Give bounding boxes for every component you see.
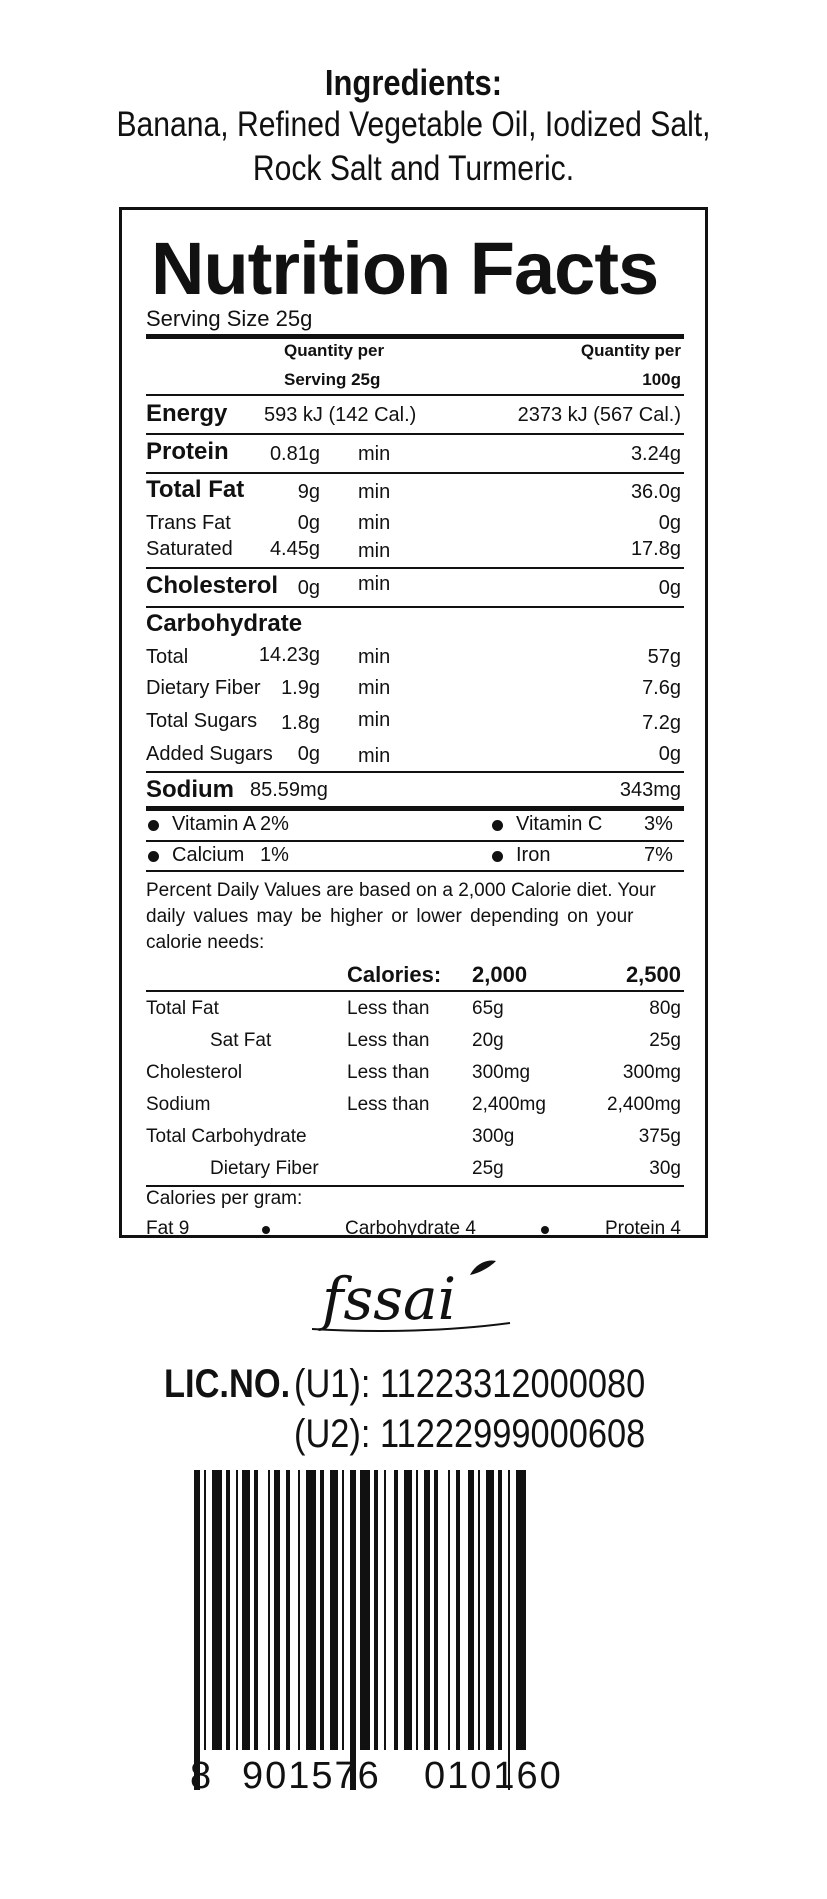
ingredients-title: Ingredients: (324, 62, 503, 103)
added-sugars-min: min (358, 745, 391, 767)
dv-note-line-2: daily values may be higher or lower depending on your (146, 906, 634, 927)
bullet-icon (148, 820, 159, 831)
calories-per-gram: Calories per gram: (146, 1188, 303, 1209)
cholesterol-label: Cholesterol (146, 572, 279, 599)
trans-fat-serving: 0g (297, 512, 320, 534)
dv-row-qualifier: Less than (347, 1030, 430, 1051)
barcode-bar (394, 1470, 398, 1750)
dv-row-label: Total Carbohydrate (146, 1126, 307, 1147)
total-fat-min: min (358, 481, 391, 503)
dv-row-qualifier: Less than (347, 1062, 430, 1083)
carbohydrate-heading: Carbohydrate (146, 610, 303, 637)
barcode-bar (274, 1470, 280, 1750)
barcode-bar (478, 1470, 480, 1750)
barcode-bar (424, 1470, 430, 1750)
carb-total-serving: 14.23g (258, 644, 320, 666)
energy-serving: 593 kJ (142 Cal.) (264, 404, 417, 426)
carb-total-min: min (358, 646, 391, 668)
calcium-label: Calcium (172, 844, 245, 866)
barcode-bar (268, 1470, 270, 1750)
protein-label: Protein (146, 438, 229, 465)
barcode-bar (374, 1470, 378, 1750)
dv-row-2000: 25g (472, 1158, 504, 1179)
barcode-bar (350, 1470, 356, 1790)
iron-value: 7% (644, 844, 673, 866)
bullet-icon (148, 851, 159, 862)
fat-per-gram: Fat 9 (146, 1218, 190, 1239)
saturated-per100: 17.8g (630, 538, 681, 560)
barcode-bar (286, 1470, 290, 1750)
dv-note-line-3: calorie needs: (146, 932, 265, 953)
divider (146, 990, 684, 992)
dv-row-label: Dietary Fiber (210, 1158, 319, 1179)
dv-row-2500: 80g (649, 998, 681, 1019)
barcode-bar (330, 1470, 338, 1750)
barcode-bar (404, 1470, 412, 1750)
total-sugars-min: min (358, 709, 391, 731)
protein-serving: 0.81g (269, 443, 320, 465)
barcode-bar (360, 1470, 370, 1750)
license-label: LIC.NO. (164, 1362, 291, 1406)
dv-row-2500: 300mg (622, 1062, 681, 1083)
iron-label: Iron (516, 844, 551, 866)
ingredients-line-2: Rock Salt and Turmeric. (252, 149, 575, 188)
divider (146, 840, 684, 842)
barcode-bar (254, 1470, 258, 1750)
saturated-label: Saturated (146, 538, 233, 560)
divider (146, 806, 684, 811)
dv-row-2500: 30g (649, 1158, 681, 1179)
added-sugars-serving: 0g (297, 743, 320, 765)
dietary-fiber-serving: 1.9g (281, 677, 320, 699)
dv-row-2000: 20g (472, 1030, 504, 1051)
col-100-header-1: Quantity per (580, 341, 681, 360)
dietary-fiber-per100: 7.6g (642, 677, 681, 699)
dietary-fiber-label: Dietary Fiber (146, 677, 261, 699)
barcode-bar (194, 1470, 200, 1790)
barcode-bar (456, 1470, 460, 1750)
divider (146, 606, 684, 608)
saturated-min: min (358, 540, 391, 562)
divider (146, 334, 684, 339)
carb-total-label: Total (146, 646, 189, 668)
bullet-icon (541, 1226, 549, 1234)
ingredients-line-1: Banana, Refined Vegetable Oil, Iodized Salt, (116, 105, 711, 144)
divider (146, 394, 684, 396)
barcode-bar (516, 1470, 526, 1750)
vitamin-a-value: 2% (260, 813, 289, 835)
total-fat-serving: 9g (297, 481, 320, 503)
dv-row-2500: 2,400mg (607, 1094, 681, 1115)
barcode-bar (236, 1470, 238, 1750)
bullet-icon (492, 851, 503, 862)
col-serving-header-1: Quantity per (284, 341, 385, 360)
barcode-bar (486, 1470, 494, 1750)
trans-fat-per100: 0g (658, 512, 681, 534)
bullet-icon (492, 820, 503, 831)
dv-header-2000: 2,000 (472, 962, 528, 987)
protein-per-gram: Protein 4 (604, 1218, 681, 1239)
energy-label: Energy (146, 400, 228, 427)
protein-per100: 3.24g (630, 443, 681, 465)
sodium-label: Sodium (146, 776, 234, 803)
nutrition-facts-title: Nutrition Facts (151, 227, 659, 310)
dv-row-qualifier: Less than (347, 1094, 430, 1115)
license-u1: (U1): 11223312000080 (294, 1362, 646, 1406)
added-sugars-label: Added Sugars (146, 743, 273, 765)
barcode-digits-left: 901576 (242, 1755, 381, 1797)
carb-total-per100: 57g (647, 646, 681, 668)
vitamin-c-value: 3% (644, 813, 673, 835)
barcode-digits-right: 010160 (424, 1755, 563, 1797)
bullet-icon (262, 1226, 270, 1234)
saturated-serving: 4.45g (269, 538, 320, 560)
barcode-bar (342, 1470, 344, 1750)
total-sugars-per100: 7.2g (642, 712, 681, 734)
barcode-bar (448, 1470, 450, 1750)
barcode-bar (242, 1470, 250, 1750)
divider (146, 567, 684, 569)
svg-text:fssai: fssai (322, 1265, 457, 1333)
energy-per100: 2373 kJ (567 Cal.) (517, 404, 681, 426)
dv-row-qualifier: Less than (347, 998, 430, 1019)
barcode-icon (190, 1470, 610, 1800)
dv-header-calories: Calories: (347, 962, 442, 987)
barcode-bar (384, 1470, 386, 1750)
dv-row-2000: 300mg (472, 1062, 531, 1083)
barcode-bar (468, 1470, 474, 1750)
dv-row-label: Sat Fat (210, 1030, 272, 1051)
dv-row-2000: 65g (472, 998, 504, 1019)
barcode-bar (416, 1470, 418, 1750)
sodium-per100: 343mg (619, 779, 681, 801)
col-serving-header-2: Serving 25g (284, 370, 381, 389)
total-fat-label: Total Fat (146, 476, 245, 503)
total-sugars-serving: 1.8g (281, 712, 320, 734)
trans-fat-label: Trans Fat (146, 512, 231, 534)
col-100-header-2: 100g (642, 370, 681, 389)
license-u2: (U2): 11222999000608 (294, 1412, 646, 1456)
dv-note-line-1: Percent Daily Values are based on a 2,000 Calorie diet. Your (146, 880, 656, 901)
divider (146, 433, 684, 435)
barcode-bar (204, 1470, 206, 1750)
sodium-serving: 85.59mg (250, 779, 328, 801)
dv-row-2000: 2,400mg (472, 1094, 546, 1115)
dv-row-label: Total Fat (146, 998, 219, 1019)
vitamin-a-label: Vitamin A (172, 813, 257, 835)
barcode-bar (212, 1470, 222, 1750)
cholesterol-min: min (358, 573, 391, 595)
barcode-bar (320, 1470, 324, 1750)
cholesterol-per100: 0g (658, 577, 681, 599)
trans-fat-min: min (358, 512, 391, 534)
dv-header-2500: 2,500 (625, 962, 681, 987)
dv-row-2500: 25g (649, 1030, 681, 1051)
calcium-value: 1% (260, 844, 289, 866)
dv-row-2500: 375g (638, 1126, 681, 1147)
divider (146, 870, 684, 872)
barcode-bar (298, 1470, 300, 1750)
barcode-bar (226, 1470, 230, 1750)
divider (146, 771, 684, 773)
dietary-fiber-min: min (358, 677, 391, 699)
barcode-bar (498, 1470, 502, 1750)
carb-per-gram: Carbohydrate 4 (345, 1218, 476, 1239)
fssai-logo (310, 1257, 520, 1337)
barcode-bar (508, 1470, 510, 1790)
protein-min: min (358, 443, 391, 465)
nutrition-facts-panel (119, 207, 708, 1238)
dv-row-label: Cholesterol (146, 1062, 243, 1083)
barcode-bar (434, 1470, 438, 1750)
divider (146, 472, 684, 474)
vitamin-c-label: Vitamin C (516, 813, 603, 835)
dv-row-label: Sodium (146, 1094, 211, 1115)
barcode-digit-lead: 8 (190, 1755, 212, 1797)
divider (146, 1185, 684, 1187)
total-sugars-label: Total Sugars (146, 710, 258, 732)
total-fat-per100: 36.0g (630, 481, 681, 503)
serving-size: Serving Size 25g (146, 306, 313, 331)
barcode-bar (306, 1470, 316, 1750)
added-sugars-per100: 0g (658, 743, 681, 765)
cholesterol-serving: 0g (297, 577, 320, 599)
dv-row-2000: 300g (472, 1126, 515, 1147)
